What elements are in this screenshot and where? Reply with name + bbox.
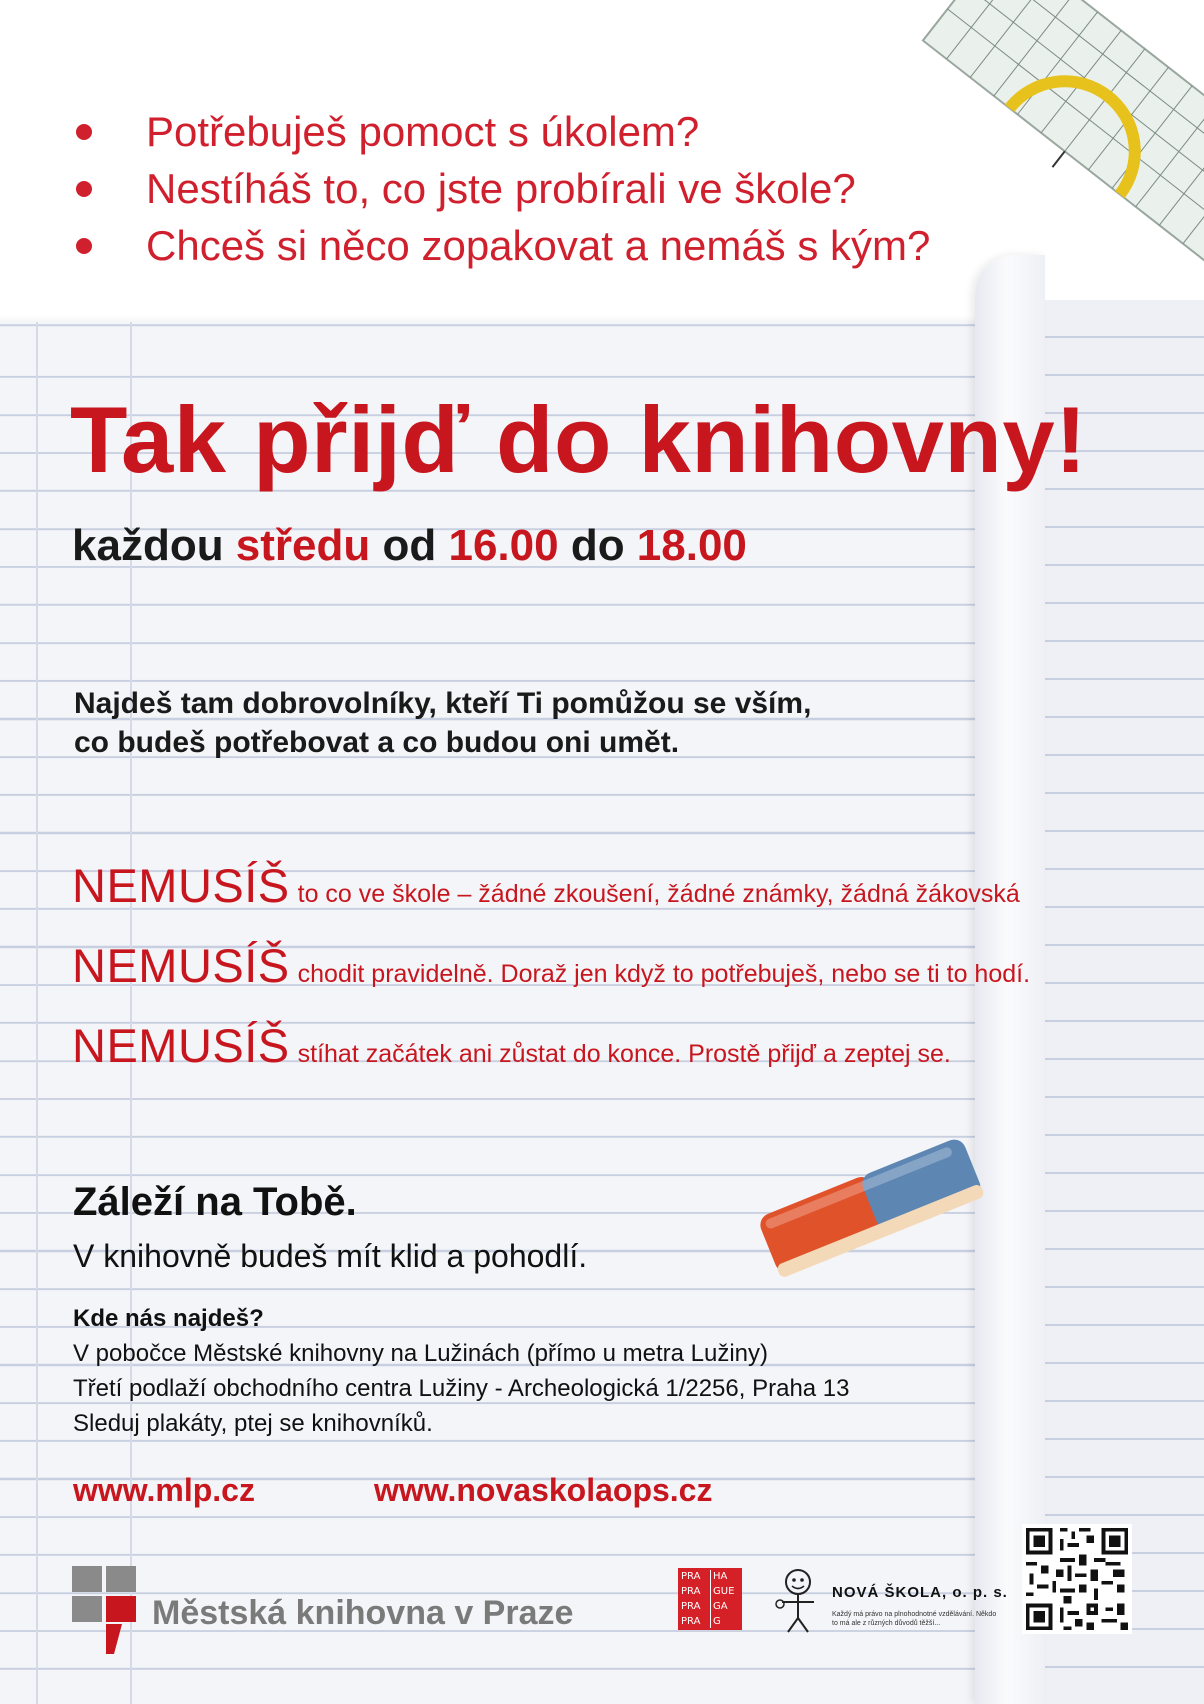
where-title: Kde nás najdeš? bbox=[73, 1305, 264, 1332]
bullet-dot bbox=[76, 124, 92, 140]
question-item: Potřebuješ pomoct s úkolem? bbox=[70, 103, 930, 160]
novaskola-logo bbox=[772, 1566, 1008, 1636]
novaskola-link[interactable]: www.novaskolaops.cz bbox=[374, 1472, 713, 1508]
child-drawing-icon bbox=[772, 1566, 828, 1636]
address-line: Třetí podlaží obchodního centra Lužiny - Archeologická 1/2256, Praha 13 bbox=[73, 1375, 850, 1402]
nemusis-line: NEMUSÍŠ stíhat začátek ani zůstat do konce. Prostě přijď a zeptej se. bbox=[72, 1019, 951, 1072]
eraser-icon bbox=[740, 1130, 1000, 1280]
question-item: Nestíháš to, co jste probírali ve škole? bbox=[70, 160, 930, 217]
headline: Tak přijď do knihovny! bbox=[70, 387, 1087, 492]
novaskola-name: NOVÁ ŠKOLA, o. p. s. bbox=[832, 1584, 1008, 1601]
zalezi-heading: Záleží na Tobě. bbox=[73, 1180, 357, 1224]
qr-code-icon[interactable] bbox=[1022, 1524, 1132, 1634]
paper-margin-line bbox=[36, 322, 38, 1704]
address-line: V pobočce Městské knihovny na Lužinách (přímo u metra Lužiny) bbox=[73, 1340, 769, 1367]
volunteers-text: Najdeš tam dobrovolníky, kteří Ti pomůžou se vším, co budeš potřebovat a co budou oni umět. bbox=[74, 687, 812, 759]
question-list bbox=[70, 103, 930, 274]
praha-logo: PRA PRA PRA PRA HA GUE GA G bbox=[678, 1568, 742, 1630]
schedule: každou středu od 16.00 do 18.00 bbox=[72, 521, 747, 570]
mlp-logo-mark-icon bbox=[72, 1566, 138, 1656]
mlp-logo-text: Městská knihovna v Praze bbox=[152, 1594, 574, 1632]
question-item: Chceš si něco zopakovat a nemáš s kým? bbox=[70, 217, 930, 274]
nemusis-line: NEMUSÍŠ to co ve škole – žádné zkoušení, žádné známky, žádná žákovská bbox=[72, 859, 1020, 912]
klid-text: V knihovně budeš mít klid a pohodlí. bbox=[73, 1238, 588, 1274]
address-line: Sleduj plakáty, ptej se knihovníků. bbox=[73, 1410, 433, 1437]
notebook-right-page bbox=[1040, 300, 1204, 1704]
bullet-dot bbox=[76, 181, 92, 197]
mlp-link[interactable]: www.mlp.cz bbox=[73, 1472, 255, 1508]
bullet-dot bbox=[76, 238, 92, 254]
novaskola-tagline: Každý má právo na plnohodnotné vzdělávání. Někdo to má ale z různých důvodů těžší... bbox=[832, 1611, 997, 1627]
nemusis-line: NEMUSÍŠ chodit pravidelně. Doraž jen když to potřebuješ, nebo se ti to hodí. bbox=[72, 939, 1031, 992]
